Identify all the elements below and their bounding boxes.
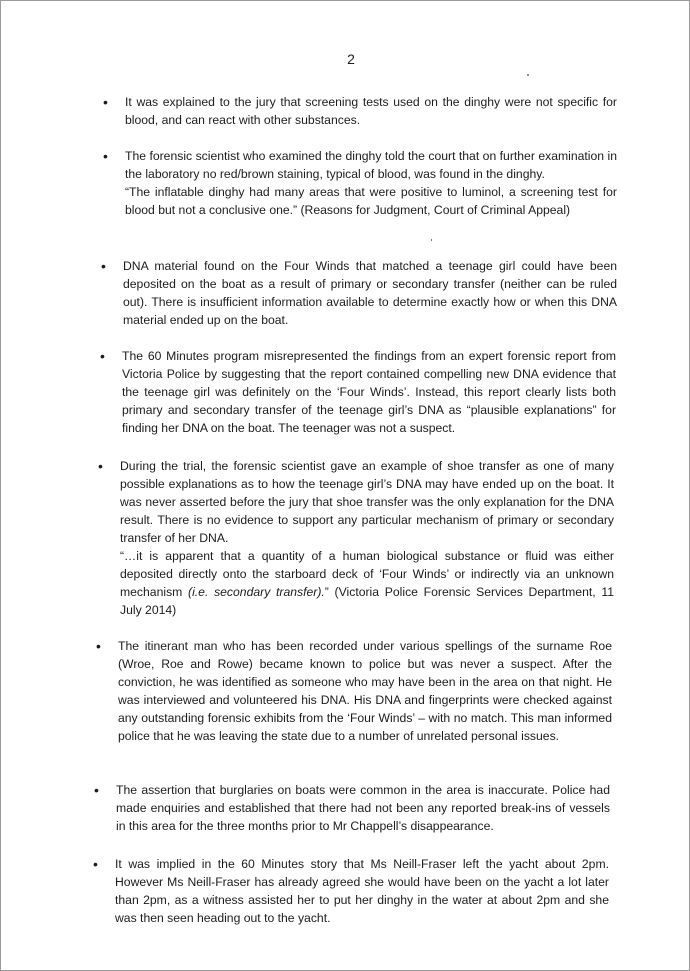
paragraph: During the trial, the forensic scientist gave an example of shoe transfer as one of many possible explanations as to how the teenage girl’s DNA may have ended up on the boat. It was never asserted before the jury that shoe transfer was the only explanation for the DNA result. There is no evidence to support any particular mechanism of primary or secondary transfer of her DNA. bbox=[120, 459, 614, 545]
list-item bbox=[96, 637, 612, 745]
list-item bbox=[100, 347, 616, 437]
paragraph: It was explained to the jury that screening tests used on the dinghy were not specific for blood, and can react with other substances. bbox=[125, 95, 617, 127]
paragraph: The 60 Minutes program misrepresented the findings from an expert forensic report from Victoria Police by suggesting that the report contained compelling new DNA evidence that the teenage girl was definitely on the ‘Four Winds’. Instead, this report clearly lists both primary and secondary transfer of the teenage girl’s DNA as “plausible explanations” for finding her DNA on the boat. The teenager was not a suspect. bbox=[122, 349, 616, 435]
bullet-icon: • bbox=[98, 458, 103, 474]
list-item bbox=[93, 855, 609, 927]
bullet-icon: • bbox=[100, 348, 105, 364]
paragraph: The assertion that burglaries on boats were common in the area is inaccurate. Police had made enquiries and established that there had not been any reported break-ins of vessels in this area for the three months prior to Mr Chappell’s disappearance. bbox=[116, 783, 610, 833]
paragraph: DNA material found on the Four Winds that matched a teenage girl could have been deposited on the boat as a result of primary or secondary transfer (neither can be ruled out). There is insufficient information available to determine exactly how or when this DNA material ended up on the boat. bbox=[123, 259, 617, 327]
bullet-icon: • bbox=[93, 856, 98, 872]
quotation-italic: (i.e. secondary transfer). bbox=[188, 585, 325, 599]
bullet-icon: • bbox=[103, 148, 108, 164]
bullet-icon: • bbox=[96, 638, 101, 654]
list-item bbox=[98, 457, 614, 619]
paragraph: It was implied in the 60 Minutes story that Ms Neill-Fraser left the yacht about 2pm. However Ms Neill-Fraser has already agreed she would have been on the yacht a lot later than 2pm, as a witness assisted her to put her dinghy in the water at about 2pm and she was then seen heading out to the yacht. bbox=[115, 857, 609, 925]
scan-speck bbox=[527, 74, 529, 76]
list-item bbox=[103, 93, 617, 129]
quotation-citation: ” (Victoria Police Forensic Services Department, 11 July 2014) bbox=[120, 585, 614, 617]
bullet-icon: • bbox=[94, 782, 99, 798]
list-item bbox=[103, 147, 617, 219]
paragraph: The forensic scientist who examined the dinghy told the court that on further examination in the laboratory no red/brown staining, typical of blood, was found in the dinghy. bbox=[125, 149, 617, 181]
quotation-text: “…it is apparent that a quantity of a human biological substance or fluid was either deposited directly onto the starboard deck of ‘Four Winds’ or indirectly via an unknown mechanism bbox=[120, 549, 614, 599]
paragraph: The itinerant man who has been recorded under various spellings of the surname Roe (Wroe, Roe and Rowe) became known to police but was never a suspect. After the conviction, he was identified as someone who may have been in the area on that night. He was interviewed and volunteered his DNA. His DNA and fingerprints were checked against any outstanding forensic exhibits from the ‘Four Winds’ – with no match. This man informed police that he was leaving the state due to a number of unrelated personal issues. bbox=[118, 639, 612, 743]
quotation bbox=[120, 547, 614, 619]
bullet-icon: • bbox=[103, 94, 108, 110]
list-item bbox=[94, 781, 610, 835]
list-item bbox=[101, 257, 617, 329]
scan-speck bbox=[431, 239, 432, 241]
quotation: “The inflatable dinghy had many areas that were positive to luminol, a screening test for blood but not a conclusive one.” (Reasons for Judgment, Court of Criminal Appeal) bbox=[125, 185, 617, 217]
bullet-icon: • bbox=[101, 258, 106, 274]
page-number: 2 bbox=[347, 51, 355, 67]
